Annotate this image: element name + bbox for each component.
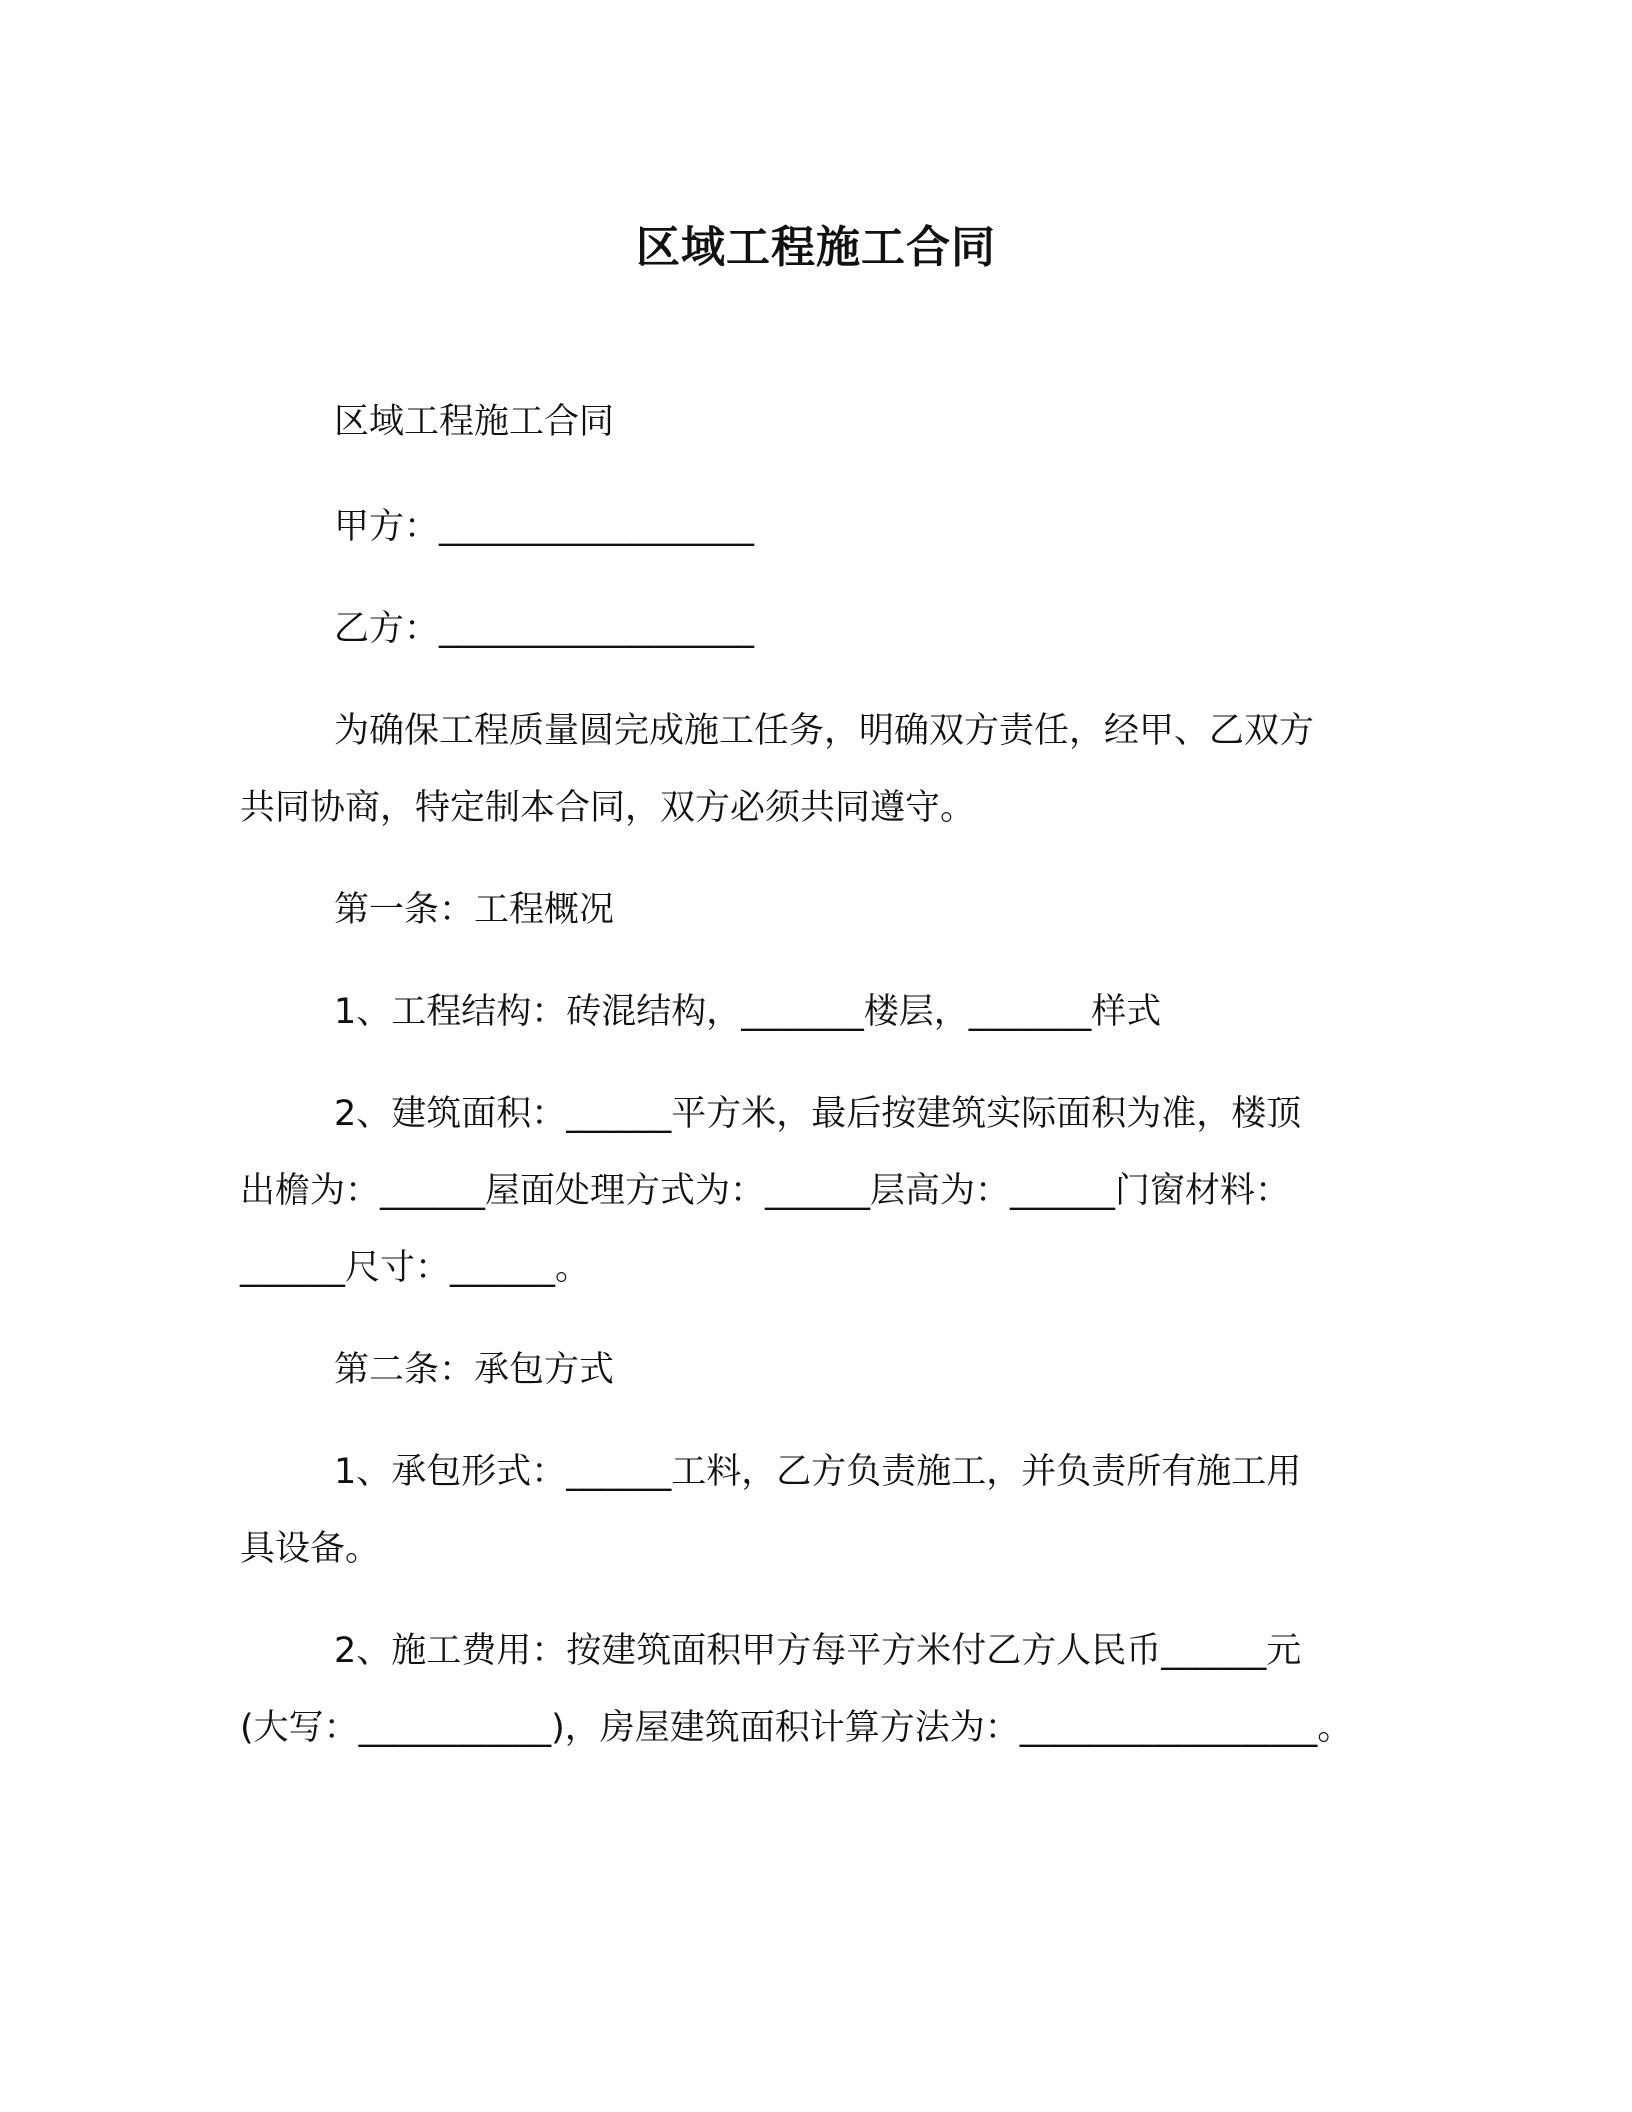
- article-2-item-1-line-1: 1、承包形式：______工料，乙方负责施工，并负责所有施工用: [334, 1452, 1302, 1492]
- article-1-heading: 第一条：工程概况: [334, 890, 615, 930]
- article-1-item-2-line-3: ______尺寸：______。: [240, 1248, 591, 1288]
- article-1-item-2-line-2: 出檐为：______屋面处理方式为：______层高为：______门窗材料：: [240, 1171, 1291, 1211]
- party-b-line: 乙方：__________________: [334, 609, 755, 649]
- contract-heading-line: 区域工程施工合同: [334, 402, 615, 442]
- article-1-item-2-line-1: 2、建筑面积：______平方米，最后按建筑实际面积为准，楼顶: [334, 1094, 1302, 1134]
- party-a-line: 甲方：__________________: [334, 507, 755, 547]
- intro-line-2: 共同协商，特定制本合同，双方必须共同遵守。: [240, 788, 976, 828]
- article-2-heading: 第二条：承包方式: [334, 1350, 615, 1390]
- article-2-item-1-line-2: 具设备。: [240, 1529, 381, 1569]
- article-1-item-1: 1、工程结构：砖混结构，_______楼层，_______样式: [334, 992, 1162, 1032]
- document-title: 区域工程施工合同: [636, 222, 996, 273]
- article-2-item-2-line-2: (大写：___________)，房屋建筑面积计算方法为：_________________。: [240, 1708, 1353, 1748]
- intro-line-1: 为确保工程质量圆完成施工任务，明确双方责任，经甲、乙双方: [334, 711, 1315, 751]
- article-2-item-2-line-1: 2、施工费用：按建筑面积甲方每平方米付乙方人民币______元: [334, 1631, 1302, 1671]
